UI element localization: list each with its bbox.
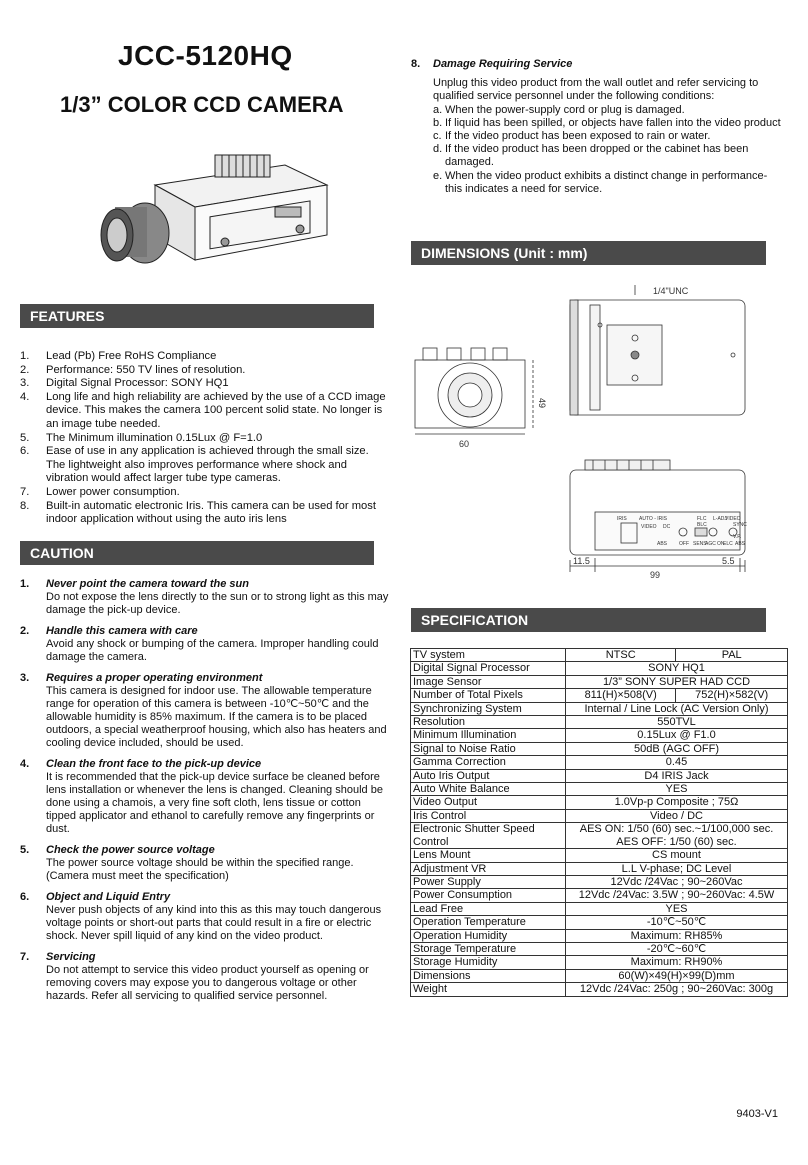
spec-label: Gamma Correction bbox=[411, 756, 566, 769]
spec-value-text: D4 IRIS Jack bbox=[644, 769, 709, 782]
feature-number: 4. bbox=[20, 390, 30, 403]
spec-value bbox=[566, 716, 788, 729]
spec-value-text: 0.45 bbox=[665, 756, 688, 769]
feature-text: Ease of use in any application is achieved through the small size. The lightweight also improves performance where shock and vibration would affect larger tube type cameras. bbox=[46, 445, 369, 485]
spec-value-text: 12Vdc /24Vac: 3.5W ; 90~260Vac: 4.5W bbox=[578, 889, 775, 902]
damage-condition-text: If the video product has been exposed to rain or water. bbox=[445, 130, 711, 143]
damage-condition bbox=[411, 130, 781, 143]
specification-header: SPECIFICATION bbox=[411, 608, 766, 632]
spec-value bbox=[566, 809, 788, 822]
spec-value-text: 1.0Vp-p Composite ; 75Ω bbox=[614, 796, 739, 809]
panel-label: ELC bbox=[723, 541, 733, 547]
spec-label: TV system bbox=[411, 649, 566, 662]
spec-row bbox=[411, 729, 788, 742]
damage-items bbox=[411, 104, 781, 196]
feature-number: 7. bbox=[20, 485, 30, 498]
spec-value bbox=[566, 729, 788, 742]
front-offset-label: 11.5 bbox=[573, 556, 590, 566]
spec-row bbox=[411, 675, 788, 688]
panel-label: SYNC bbox=[733, 522, 747, 528]
damage-condition-text: If the video product has been dropped or the cabinet has been damaged. bbox=[445, 143, 749, 169]
feature-text: Long life and high reliability are achieved by the use of a CCD image device. This makes the camera 100 percent solid state. No longer is an image tube needed. bbox=[46, 390, 386, 430]
spec-value-text: -20℃~60℃ bbox=[646, 942, 707, 955]
features-list bbox=[20, 350, 390, 527]
spec-value bbox=[566, 675, 788, 688]
caution-number: 2. bbox=[20, 625, 30, 637]
panel-label: OFF bbox=[679, 541, 689, 547]
spec-value bbox=[566, 942, 788, 955]
caution-body: Avoid any shock or bumping of the camera. Improper handling could damage the camera. bbox=[46, 638, 379, 663]
damage-condition-letter: c. bbox=[433, 130, 442, 143]
spec-label: Minimum Illumination bbox=[411, 729, 566, 742]
spec-label: Dimensions bbox=[411, 969, 566, 982]
spec-row bbox=[411, 983, 788, 996]
spec-row bbox=[411, 662, 788, 675]
spec-value bbox=[566, 823, 788, 849]
caution-item bbox=[20, 891, 390, 943]
feature-text: Digital Signal Processor: SONY HQ1 bbox=[46, 377, 229, 390]
spec-row bbox=[411, 862, 788, 875]
panel-label: ABS bbox=[657, 541, 668, 547]
spec-value bbox=[566, 662, 788, 675]
spec-row bbox=[411, 929, 788, 942]
feature-number: 3. bbox=[20, 377, 30, 390]
panel-label: VIDEO bbox=[725, 516, 741, 522]
feature-number: 1. bbox=[20, 350, 30, 362]
caution-heading: Servicing bbox=[46, 951, 96, 963]
panel-label: AGC bbox=[705, 541, 716, 547]
spec-value bbox=[566, 902, 788, 915]
spec-value-text: Maximum: RH85% bbox=[630, 929, 723, 942]
caution-number: 3. bbox=[20, 672, 30, 684]
spec-label: Number of Total Pixels bbox=[411, 689, 566, 702]
caution-item bbox=[20, 625, 390, 664]
panel-label: ABS bbox=[735, 541, 746, 547]
feature-item bbox=[20, 486, 390, 500]
document-code: 9403-V1 bbox=[736, 1108, 778, 1120]
caution-item-header bbox=[20, 625, 390, 638]
spec-value-text-2: AES OFF: 1/50 (60) sec. bbox=[616, 835, 737, 848]
spec-value-text: L.L V-phase; DC Level bbox=[621, 862, 732, 875]
spec-value bbox=[566, 769, 788, 782]
damage-condition-text: If liquid has been spilled, or objects have fallen into the video product bbox=[445, 116, 781, 129]
specification-table bbox=[410, 648, 788, 997]
front-view-drawing bbox=[415, 348, 533, 434]
spec-value-text: 550TVL bbox=[657, 716, 696, 729]
feature-text: Performance: 550 TV lines of resolution. bbox=[46, 363, 246, 376]
spec-label: Resolution bbox=[411, 716, 566, 729]
spec-label: Iris Control bbox=[411, 809, 566, 822]
spec-value-ntsc: NTSC bbox=[566, 649, 676, 662]
spec-value bbox=[566, 929, 788, 942]
spec-row bbox=[411, 902, 788, 915]
panel-label: DC bbox=[663, 524, 671, 530]
spec-value-text: YES bbox=[665, 902, 688, 915]
caution-item-header bbox=[20, 578, 390, 591]
panel-label: V.P. bbox=[733, 534, 742, 540]
spec-label: Weight bbox=[411, 983, 566, 996]
spec-value-text: SONY HQ1 bbox=[648, 662, 705, 675]
spec-label: Power Consumption bbox=[411, 889, 566, 902]
damage-condition-letter: a. bbox=[433, 103, 443, 116]
spec-label: Auto White Balance bbox=[411, 783, 566, 796]
spec-value-text: 50dB (AGC OFF) bbox=[634, 742, 719, 755]
damage-number: 8. bbox=[411, 58, 421, 70]
feature-item bbox=[20, 432, 390, 446]
rear-offset-label: 5.5 bbox=[722, 556, 735, 566]
spec-value-pal: PAL bbox=[676, 649, 788, 662]
spec-label: Electronic Shutter Speed Control bbox=[411, 823, 566, 849]
damage-condition-text: When the video product exhibits a distinct change in performance-this indicates a need for service. bbox=[445, 169, 768, 195]
caution-heading: Handle this camera with care bbox=[46, 625, 198, 637]
spec-label: Operation Humidity bbox=[411, 929, 566, 942]
caution-item bbox=[20, 951, 390, 1003]
spec-value-text: 0.15Lux @ F1.0 bbox=[637, 729, 716, 742]
spec-row bbox=[411, 809, 788, 822]
damage-condition bbox=[411, 143, 781, 169]
spec-value bbox=[566, 969, 788, 982]
spec-label: Storage Humidity bbox=[411, 956, 566, 969]
caution-heading: Requires a proper operating environment bbox=[46, 672, 263, 684]
spec-label: Power Supply bbox=[411, 875, 566, 888]
caution-number: 7. bbox=[20, 951, 30, 963]
spec-value-text: YES bbox=[665, 783, 688, 796]
spec-value bbox=[566, 916, 788, 929]
caution-item-header bbox=[20, 758, 390, 771]
damage-condition-letter: e. bbox=[433, 169, 443, 182]
spec-value-text: 12Vdc /24Vac ; 90~260Vac bbox=[610, 875, 743, 888]
spec-value-text: 1/3” SONY SUPER HAD CCD bbox=[602, 675, 751, 688]
caution-header: CAUTION bbox=[20, 541, 374, 565]
spec-row bbox=[411, 875, 788, 888]
spec-label: Digital Signal Processor bbox=[411, 662, 566, 675]
feature-number: 2. bbox=[20, 363, 30, 376]
caution-item-header bbox=[20, 891, 390, 904]
caution-number: 5. bbox=[20, 844, 30, 856]
spec-value bbox=[566, 875, 788, 888]
caution-item-header bbox=[20, 951, 390, 964]
spec-row bbox=[411, 769, 788, 782]
spec-value bbox=[566, 889, 788, 902]
caution-body: Do not attempt to service this video product yourself as opening or removing covers may expose you to dangerous voltage or other hazards. Refer all servicing to qualified service personnel. bbox=[46, 964, 369, 1002]
feature-number: 5. bbox=[20, 431, 30, 444]
spec-value-text: 12Vdc /24Vac: 250g ; 90~260Vac: 300g bbox=[579, 983, 774, 996]
feature-text: Lower power consumption. bbox=[46, 485, 180, 498]
spec-label: Storage Temperature bbox=[411, 942, 566, 955]
spec-value bbox=[566, 983, 788, 996]
feature-text: Lead (Pb) Free RoHS Compliance bbox=[46, 350, 217, 362]
spec-row bbox=[411, 942, 788, 955]
caution-list bbox=[20, 578, 390, 1003]
spec-value-text: Maximum: RH90% bbox=[630, 956, 723, 969]
spec-value-text: -10℃~50℃ bbox=[646, 916, 707, 929]
panel-label: IRIS bbox=[617, 516, 627, 522]
spec-value bbox=[566, 796, 788, 809]
caution-heading: Clean the front face to the pick-up device bbox=[46, 758, 262, 770]
spec-row bbox=[411, 756, 788, 769]
spec-row bbox=[411, 783, 788, 796]
spec-value-text: CS mount bbox=[652, 849, 701, 862]
damage-condition-letter: d. bbox=[433, 143, 443, 156]
damage-section bbox=[411, 58, 781, 196]
spec-value bbox=[566, 862, 788, 875]
spec-value bbox=[566, 742, 788, 755]
panel-label: ON bbox=[717, 541, 725, 547]
spec-value-text: Internal / Line Lock (AC Version Only) bbox=[584, 702, 769, 715]
caution-heading: Check the power source voltage bbox=[46, 844, 215, 856]
panel-label: AUTO - IRIS bbox=[639, 516, 667, 522]
spec-label: Auto Iris Output bbox=[411, 769, 566, 782]
caution-number: 1. bbox=[20, 578, 30, 590]
features-header: FEATURES bbox=[20, 304, 374, 328]
spec-label: Signal to Noise Ratio bbox=[411, 742, 566, 755]
spec-row bbox=[411, 969, 788, 982]
panel-label: VIDEO bbox=[641, 524, 657, 530]
caution-number: 4. bbox=[20, 758, 30, 770]
caution-body: This camera is designed for indoor use. The allowable temperature range for operation of this camera is between -10℃~50℃ and the allowable humidity is 85% maximum. If the camera is to be placed outdoors, a special weatherproof housing, which also has heaters and cooling device included, should be used. bbox=[46, 685, 387, 749]
dimension-drawings bbox=[395, 280, 795, 585]
spec-row bbox=[411, 649, 788, 662]
caution-item bbox=[20, 844, 390, 883]
damage-condition bbox=[411, 170, 781, 196]
height-label: 49 bbox=[537, 398, 547, 409]
caution-item-header bbox=[20, 844, 390, 857]
caution-body: The power source voltage should be within the specified range. (Camera must meet the specification) bbox=[46, 857, 354, 882]
caution-body: It is recommended that the pick-up device surface be cleaned before lens installation or whenever the lens is changed. Cleaning should be done using a chamois, a very fine soft cloth, lens tissue or cotton tipped applicator and ethanol to carefully remove any fingerprints or dust. bbox=[46, 771, 383, 835]
spec-label: Adjustment VR bbox=[411, 862, 566, 875]
damage-intro: Unplug this video product from the wall outlet and refer servicing to qualified service personnel under the following conditions: bbox=[433, 77, 759, 103]
dimensions-header: DIMENSIONS (Unit : mm) bbox=[411, 241, 766, 265]
damage-heading: Damage Requiring Service bbox=[433, 58, 573, 70]
caution-heading: Never point the camera toward the sun bbox=[46, 578, 249, 590]
spec-row bbox=[411, 916, 788, 929]
spec-value-text: 60(W)×49(H)×99(D)mm bbox=[618, 969, 735, 982]
panel-label: FLC bbox=[697, 516, 707, 522]
caution-body: Never push objects of any kind into this as this may touch dangerous voltage points or short-out parts that could result in a fire or electric shock. Never spill liquid of any kind on the video product. bbox=[46, 904, 382, 942]
spec-label: Operation Temperature bbox=[411, 916, 566, 929]
spec-value bbox=[566, 956, 788, 969]
feature-number: 8. bbox=[20, 499, 30, 512]
spec-label: Image Sensor bbox=[411, 675, 566, 688]
spec-value-ntsc: 811(H)×508(V) bbox=[566, 689, 676, 702]
spec-value bbox=[566, 756, 788, 769]
spec-row bbox=[411, 849, 788, 862]
caution-item bbox=[20, 672, 390, 750]
spec-row bbox=[411, 689, 788, 702]
camera-illustration bbox=[95, 145, 335, 275]
spec-value bbox=[566, 702, 788, 715]
spec-value bbox=[566, 783, 788, 796]
depth-label: 99 bbox=[650, 570, 661, 580]
spec-value bbox=[566, 849, 788, 862]
top-view-drawing bbox=[570, 285, 745, 415]
feature-item bbox=[20, 350, 390, 364]
caution-number: 6. bbox=[20, 891, 30, 903]
thread-label: 1/4"UNC bbox=[653, 286, 689, 296]
damage-condition-text: When the power-supply cord or plug is damaged. bbox=[445, 103, 685, 116]
panel-label: L-ADJ bbox=[713, 516, 727, 522]
feature-number: 6. bbox=[20, 445, 30, 458]
caution-heading: Object and Liquid Entry bbox=[46, 891, 171, 903]
spec-row bbox=[411, 716, 788, 729]
caution-item bbox=[20, 578, 390, 617]
caution-item-header bbox=[20, 672, 390, 685]
spec-value-pal: 752(H)×582(V) bbox=[676, 689, 788, 702]
panel-label: BLC bbox=[697, 522, 707, 528]
caution-body: Do not expose the lens directly to the sun or to strong light as this may damage the pick-up device. bbox=[46, 591, 389, 616]
spec-label: Lead Free bbox=[411, 902, 566, 915]
spec-row bbox=[411, 702, 788, 715]
spec-row bbox=[411, 889, 788, 902]
feature-item bbox=[20, 391, 390, 432]
caution-item bbox=[20, 758, 390, 836]
spec-label: Lens Mount bbox=[411, 849, 566, 862]
damage-condition bbox=[411, 117, 781, 130]
panel-label: SENS bbox=[693, 541, 707, 547]
spec-label: Synchronizing System bbox=[411, 702, 566, 715]
width-label: 60 bbox=[459, 439, 470, 449]
feature-item bbox=[20, 364, 390, 378]
product-subtitle: 1/3” COLOR CCD CAMERA bbox=[60, 92, 344, 117]
model-title: JCC-5120HQ bbox=[118, 40, 293, 71]
damage-condition bbox=[411, 104, 781, 117]
feature-item bbox=[20, 500, 390, 527]
feature-item bbox=[20, 445, 390, 486]
spec-value-text: AES ON: 1/50 (60) sec.~1/100,000 sec. bbox=[579, 823, 774, 836]
feature-text: Built-in automatic electronic Iris. This camera can be used for most indoor application without using the auto iris lens bbox=[46, 499, 376, 526]
spec-row bbox=[411, 742, 788, 755]
feature-item bbox=[20, 377, 390, 391]
spec-row bbox=[411, 796, 788, 809]
spec-row bbox=[411, 823, 788, 849]
spec-row bbox=[411, 956, 788, 969]
spec-value-text: Video / DC bbox=[650, 809, 703, 822]
damage-condition-letter: b. bbox=[433, 116, 443, 129]
feature-text: The Minimum illumination 0.15Lux @ F=1.0 bbox=[46, 431, 263, 444]
spec-label: Video Output bbox=[411, 796, 566, 809]
